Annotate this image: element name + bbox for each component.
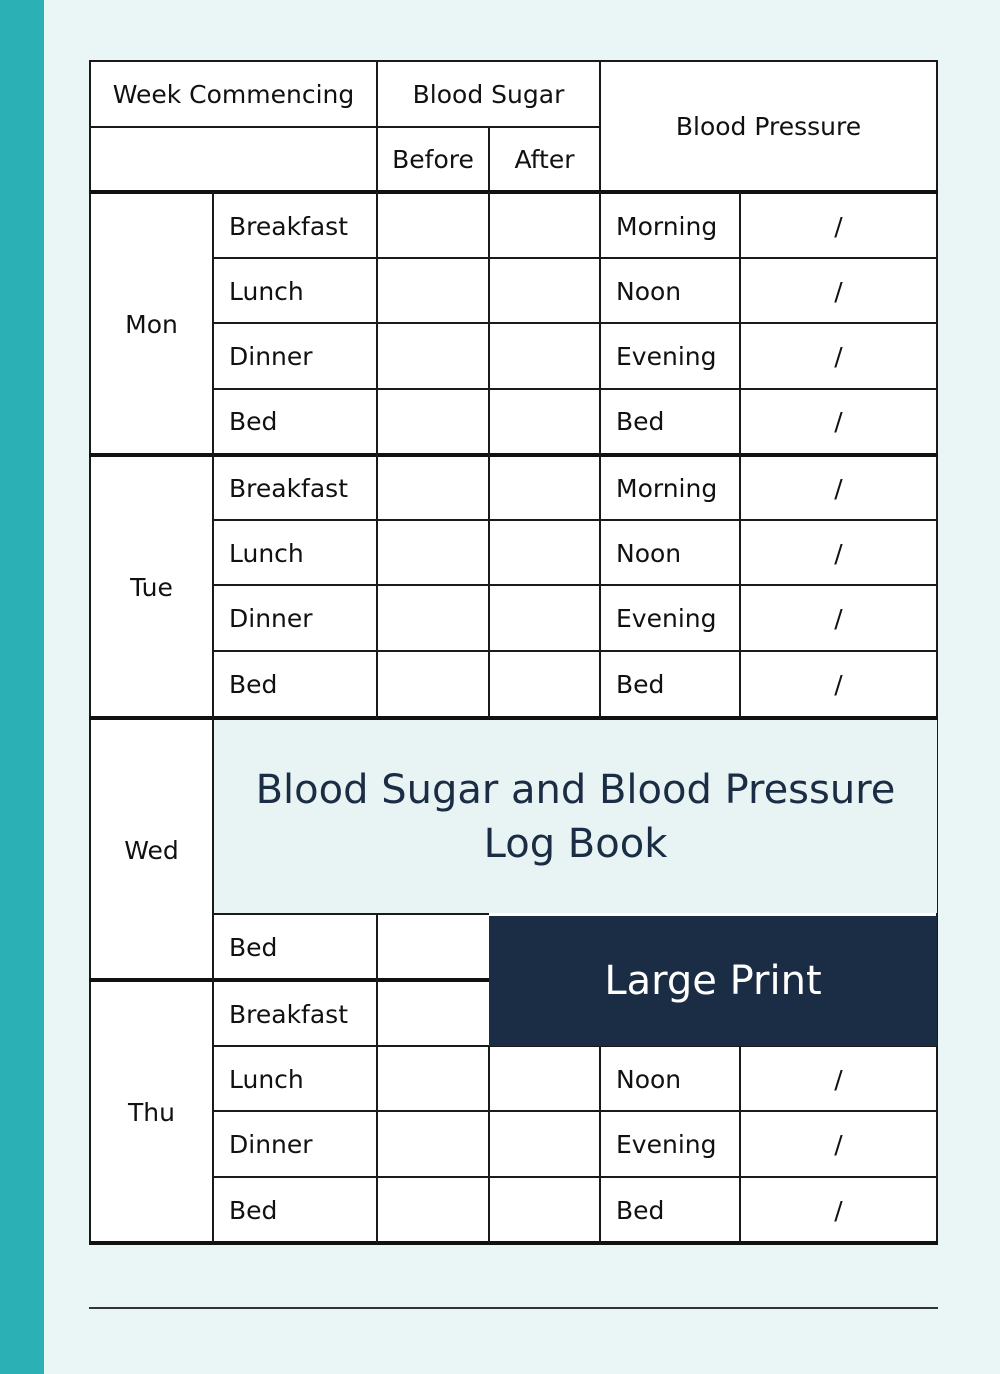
grid-line bbox=[214, 1176, 937, 1178]
meal-label: Dinner bbox=[214, 1113, 376, 1176]
book-title-line-2: Log Book bbox=[483, 820, 668, 867]
bp-slash: / bbox=[741, 522, 936, 584]
meal-label: Dinner bbox=[214, 587, 376, 650]
meal-label: Bed bbox=[214, 653, 376, 716]
grid-line bbox=[89, 1241, 938, 1245]
meal-label: Lunch bbox=[214, 260, 376, 322]
grid-line bbox=[214, 913, 489, 915]
bp-slash: / bbox=[741, 325, 936, 388]
time-label: Bed bbox=[601, 1179, 739, 1242]
grid-line bbox=[214, 519, 937, 521]
cover-spine-stripe bbox=[0, 0, 44, 1374]
grid-line bbox=[376, 192, 378, 718]
day-label-wed: Wed bbox=[91, 721, 212, 979]
meal-label: Bed bbox=[214, 1179, 376, 1242]
grid-line bbox=[89, 60, 938, 62]
meal-label: Lunch bbox=[214, 522, 376, 584]
time-label: Bed bbox=[601, 390, 739, 453]
meal-label: Bed bbox=[214, 916, 376, 979]
bp-slash: / bbox=[741, 1113, 936, 1176]
grid-line bbox=[739, 1045, 741, 1243]
bp-slash: / bbox=[741, 587, 936, 650]
meal-label: Breakfast bbox=[214, 195, 376, 257]
grid-line bbox=[214, 1110, 937, 1112]
grid-line bbox=[599, 1045, 601, 1243]
grid-line bbox=[214, 322, 937, 324]
week-commencing-label: Week Commencing bbox=[91, 62, 376, 126]
grid-line bbox=[214, 388, 937, 390]
time-label: Morning bbox=[601, 458, 739, 519]
grid-line bbox=[599, 192, 601, 718]
before-header: Before bbox=[378, 128, 488, 190]
grid-line bbox=[376, 913, 378, 1243]
week-commencing-input[interactable] bbox=[91, 128, 376, 190]
book-title bbox=[214, 720, 937, 913]
meal-label: Dinner bbox=[214, 325, 376, 388]
meal-label: Breakfast bbox=[214, 983, 376, 1045]
grid-line bbox=[936, 60, 938, 1245]
grid-line bbox=[488, 1045, 490, 1243]
blood-sugar-header: Blood Sugar bbox=[378, 62, 599, 126]
time-label: Noon bbox=[601, 1048, 739, 1110]
time-label: Bed bbox=[601, 653, 739, 716]
grid-line bbox=[214, 257, 937, 259]
grid-line bbox=[739, 192, 741, 718]
grid-line bbox=[89, 60, 91, 1245]
time-label: Evening bbox=[601, 325, 739, 388]
bottom-rule bbox=[89, 1307, 938, 1309]
bp-slash: / bbox=[741, 458, 936, 519]
meal-label: Bed bbox=[214, 390, 376, 453]
bp-slash: / bbox=[741, 195, 936, 257]
grid-line bbox=[89, 190, 938, 194]
book-title-line-1: Blood Sugar and Blood Pressure bbox=[255, 766, 896, 813]
day-label-tue: Tue bbox=[91, 458, 212, 716]
blood-pressure-header: Blood Pressure bbox=[601, 62, 936, 190]
time-label: Morning bbox=[601, 195, 739, 257]
day-label-mon: Mon bbox=[91, 195, 212, 453]
day-label-thu: Thu bbox=[91, 983, 212, 1241]
grid-line bbox=[89, 978, 489, 982]
bp-slash: / bbox=[741, 1179, 936, 1242]
meal-label: Lunch bbox=[214, 1048, 376, 1110]
bp-slash: / bbox=[741, 260, 936, 322]
time-label: Noon bbox=[601, 260, 739, 322]
grid-line bbox=[488, 192, 490, 718]
time-label: Noon bbox=[601, 522, 739, 584]
grid-line bbox=[212, 192, 214, 1242]
grid-line bbox=[488, 126, 490, 192]
grid-line bbox=[89, 126, 600, 128]
time-label: Evening bbox=[601, 1113, 739, 1176]
bp-slash: / bbox=[741, 1048, 936, 1110]
meal-label: Breakfast bbox=[214, 458, 376, 519]
grid-line bbox=[89, 453, 938, 457]
large-print-badge: Large Print bbox=[489, 916, 937, 1046]
time-label: Evening bbox=[601, 587, 739, 650]
after-header: After bbox=[490, 128, 599, 190]
bp-slash: / bbox=[741, 653, 936, 716]
grid-line bbox=[214, 584, 937, 586]
grid-line bbox=[214, 650, 937, 652]
bp-slash: / bbox=[741, 390, 936, 453]
